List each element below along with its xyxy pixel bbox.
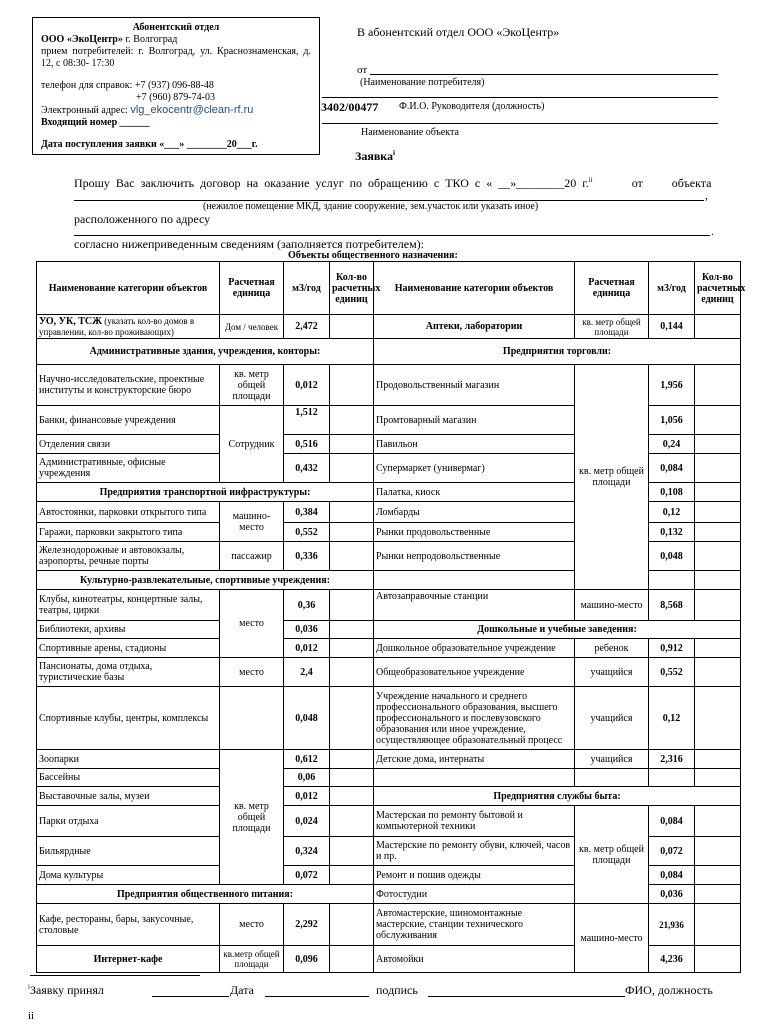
object-hint: (нежилое помещение МКД, здание сооружение, зем.участок или указать иное) [203,201,539,212]
header-count: Кол-во расчетных единиц [330,262,374,315]
head-caption: Ф.И.О. Руководителя (должность) [399,101,545,112]
count-input[interactable] [695,904,741,946]
count-input[interactable] [330,787,374,806]
table-row: УО, УК, ТСЖ (указать кол-во домов в управлении, кол-во проживающих) Дом / человек 2,472 Аптеки, лаборатории кв. метр общей площади 0,144 [37,315,741,339]
table-row: Спортивные арены, стадионы 0,012 Дошкольное образовательное учреждение ребенок 0,912 [37,639,741,658]
table-row: Железнодорожные и автовокзалы, аэропорты, речные порты пассажир 0,336 Рынки непродовольственные 0,048 [37,542,741,571]
object-caption: Наименование объекта [361,127,459,138]
addressee: В абонентский отдел ООО «ЭкоЦентр» [357,25,560,39]
table-row: Гаражи, парковки закрытого типа 0,552 Рынки продовольственные 0,132 [37,523,741,542]
table-row: Бильярдные 0,324 Мастерские по ремонту обуви, ключей, часов и пр. 0,072 [37,837,741,866]
count-input[interactable] [330,502,374,523]
count-input[interactable] [330,435,374,454]
header-category: Наименование категории объектов [37,262,220,315]
table-row: Клубы, кинотеатры, концертные залы, театры, цирки место 0,36 Автозаправочные станции машино-место 8,568 [37,590,741,621]
count-input[interactable] [330,658,374,687]
subscriber-department-box [32,17,320,155]
count-input[interactable] [695,365,741,406]
count-input[interactable] [695,750,741,769]
count-input[interactable] [330,454,374,483]
count-input[interactable] [695,946,741,973]
signature-label: подпись [376,983,418,997]
consumer-caption: (Наименование потребителя) [360,77,485,88]
request-text: Прошу Вас заключить договор на оказание услуг по обращению с ТКО с « __»________20 г.$^{ii}$ от объекта [74,176,712,190]
section-culture: Культурно-развлекательные, спортивные учреждения: [37,571,374,590]
objects-table [36,261,746,973]
count-input[interactable] [695,435,741,454]
fio-line[interactable] [428,996,625,997]
section-service: Предприятия службы быта: [374,787,741,806]
count-input[interactable] [695,483,741,502]
head-line[interactable] [322,97,718,98]
table-row: Предприятия общественного питания: Фотостудии 0,036 [37,885,741,904]
header-count-2: Кол-во расчетных единиц [695,262,741,315]
count-input[interactable] [330,590,374,621]
count-input[interactable] [330,750,374,769]
located-label: расположенного по адресу [74,212,211,226]
table-row: Выставочные залы, музеи 0,012 Предприятия службы быта: [37,787,741,806]
table-row: Бассейны 0,06 [37,769,741,787]
count-input[interactable] [330,946,374,973]
table-row: Интернет-кафе кв.метр общей площади 0,096 Автомойки 4,236 [37,946,741,973]
section-education: Дошкольные и учебные заведения: [374,621,741,639]
section-catering: Предприятия общественного питания: [37,885,374,904]
header-norm-2: м3/год [649,262,695,315]
table-row: Пансионаты, дома отдыха, туристические базы место 2,4 Общеобразовательное учреждение учащийся 0,552 [37,658,741,687]
page-title: Заявка$^i$ [355,149,395,163]
box-phone-2: +7 (960) 879-74-03 [136,92,215,103]
count-input[interactable] [330,769,374,787]
table-row: Спортивные клубы, центры, комплексы 0,048 Учреждение начального и среднего профессионального образования, высшего профессионального и послевузовского образования или иное учреждение, осуществляющее образовательный процесс учащийся 0,12 [37,687,741,750]
count-input[interactable] [330,542,374,571]
from-label: от [357,64,368,76]
section-row [37,339,741,365]
header-unit: Расчетная единица [220,262,284,315]
count-input[interactable] [695,658,741,687]
table-row: Научно-исследовательские, проектные институты и конструкторские бюро кв. метр общей площади 0,012 Продовольственный магазин кв. метр общей площади 1,956 [37,365,741,406]
count-input[interactable] [695,406,741,435]
count-input[interactable] [330,866,374,885]
box-organization: ООО «ЭкоЦентр» г. Волгоград [41,34,178,45]
count-input[interactable] [330,687,374,750]
count-input[interactable] [330,406,374,435]
count-input[interactable] [695,837,741,866]
header-norm: м3/год [284,262,330,315]
section-transport: Предприятия транспортной инфраструктуры: [37,483,374,502]
count-input[interactable] [330,806,374,837]
count-input[interactable] [330,904,374,946]
date-label: Дата [230,983,254,997]
count-input[interactable] [695,639,741,658]
header-category-2: Наименование категории объектов [374,262,575,315]
count-input[interactable] [695,315,741,339]
count-input[interactable] [330,621,374,639]
table-row: Автостоянки, парковки открытого типа машино-место 0,384 Ломбарды 0,12 [37,502,741,523]
count-input[interactable] [330,315,374,339]
count-input[interactable] [695,885,741,904]
table-row: Отделения связи 0,516 Павильон 0,24 [37,435,741,454]
footnote-ii: ii [28,1010,35,1022]
count-input[interactable] [330,365,374,406]
count-input[interactable] [330,523,374,542]
row-uo: УО, УК, ТСЖ (указать кол-во домов в управлении, кол-во проживающих) [37,315,220,339]
email-link[interactable]: vlg_ekocentr@clean-rf.ru [130,104,254,116]
object-name-line[interactable] [322,123,718,124]
section-trade: Предприятия торговли: [374,339,741,365]
box-incoming-number: Входящий номер ______ [41,117,150,128]
accepted-line[interactable] [152,996,229,997]
count-input[interactable] [695,687,741,750]
table-row: Административные, офисные учреждения 0,432 Супермаркет (универмаг) 0,084 [37,454,741,483]
footnote-separator [30,975,200,976]
table-title: Объекты общественного назначения: [288,250,458,261]
box-phone-1: телефон для справок: +7 (937) 096-88-48 [41,80,214,91]
consumer-code: 3402/00477 [321,100,379,114]
count-input[interactable] [695,866,741,885]
according-text: согласно нижеприведенным сведениям (заполняется потребителем): [74,237,424,251]
count-input[interactable] [330,837,374,866]
address-line[interactable] [74,235,710,236]
date-line[interactable] [265,996,369,997]
table-header-row [37,262,741,315]
box-reception: прием потребителей: г. Волгоград, ул. Краснознаменская, д. 12, с 08:30- 17:30 [41,46,311,69]
fio-label: ФИО, должность [625,983,713,997]
count-input[interactable] [695,590,741,621]
box-email: Электронный адрес: vlg_ekocentr@clean-rf.ru [41,104,254,116]
section-admin: Административные здания, учреждения, конторы: [37,339,374,365]
table-row: Предприятия транспортной инфраструктуры: Палатка, киоск 0,108 [37,483,741,502]
table-row: Банки, финансовые учреждения Сотрудник 1,512 Промтоварный магазин 1,056 [37,406,741,435]
consumer-name-line[interactable] [370,74,718,75]
table-row: Зоопарки кв. метр общей площади 0,612 Детские дома, интернаты учащийся 2,316 [37,750,741,769]
count-input[interactable] [695,502,741,523]
count-input[interactable] [695,542,741,571]
table-row: Кафе, рестораны, бары, закусочные, столовые место 2,292 Автомастерские, шиномонтажные мастерские, станции технического обслуживания машино-место 21,936 [37,904,741,946]
footnote-i: $^i$Заявку принял [28,983,104,997]
count-input[interactable] [695,806,741,837]
count-input[interactable] [330,639,374,658]
count-input[interactable] [695,523,741,542]
table-row: Парки отдыха 0,024 Мастерская по ремонту бытовой и компьютерной техники кв. метр общей площади 0,084 [37,806,741,837]
box-title: Абонентский отдел [132,22,220,33]
header-unit-2: Расчетная единица [575,262,649,315]
table-row: Библиотеки, архивы 0,036 Дошкольные и учебные заведения: [37,621,741,639]
table-row: Дома культуры 0,072 Ремонт и пошив одежды 0,084 [37,866,741,885]
box-date-received: Дата поступления заявки «___» ________20___г. [41,139,258,150]
count-input[interactable] [695,454,741,483]
